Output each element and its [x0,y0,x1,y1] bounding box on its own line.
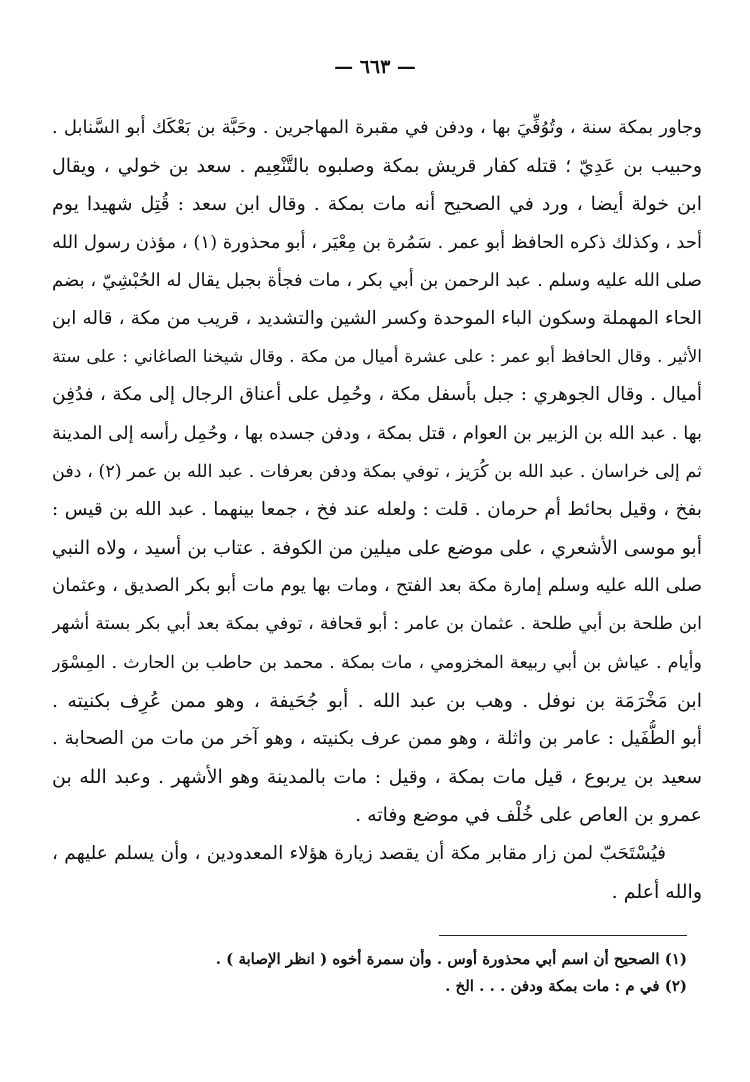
main-text [52,109,702,911]
text-line: أحد ، وكذلك ذكره الحافظ أبو عمر . سَمُرة بن مِعْيَر ، أبو محذورة (١) ، مؤذن رسول الله [52,231,702,253]
footnote-1: (١) الصحيح أن اسم أبي محذورة أوس . وأن سمرة أخوه ( انظر الإصابة ) . [215,950,687,968]
text-line: بفخ ، وقيل بحائط أم حرمان . قلت : ولعله عند فخ ، جمعا بينهما . عبد الله بن قيس : [52,498,702,520]
text-line: الحاء المهملة وسكون الباء الموحدة وكسر الشين والتشديد ، قريب من مكة ، قاله ابن [52,307,702,329]
text-line: وجاور بمكة سنة ، وتُوُفِّيَ بها ، ودفن في مقبرة المهاجرين . وحَبَّة بن بَعْكَك أبو السَّنابل . [52,117,702,138]
text-line: ابن مَخْرَمَة بن نوفل . وهب بن عبد الله . أبو جُحَيفة ، وهو ممن عُرِف بكنيته . [52,689,702,712]
page-number: — ٦٦٣ — [334,56,416,78]
text-line: أبو موسى الأشعري ، على موضع على ميلين من الكوفة . عتاب بن أسيد ، ولاه النبي [52,537,702,560]
text-line: ابن طلحة بن أبي طلحة . عثمان بن عامر : أبو قحافة ، توفي بمكة بعد أبي بكر بستة أشهر [52,614,702,635]
text-line: أبو الطُّفَيل : عامر بن واثلة ، وهو ممن عرف بكنيته ، وهو آخر من مات من الصحابة . [52,728,702,749]
text-line: أميال . وقال الجوهري : جبل بأسفل مكة ، وحُمِل على أعناق الرجال إلى مكة ، فدُفِن [52,384,702,406]
footnote-divider [439,935,687,936]
text-line: ثم إلى خراسان . عبد الله بن كُرَيز ، توفي بمكة ودفن بعرفات . عبد الله بن عمر (٢) ، دفن [52,461,702,482]
text-line: وحبيب بن عَدِيّ ؛ قتله كفار قريش بمكة وصلبوه بالتَّنْعِيم . سعد بن خولي ، ويقال [52,155,702,178]
text-line: وأيام . عياش بن أبي ربيعة المخزومي ، مات بمكة . محمد بن حاطب بن الحارث . المِسْوَر [52,652,702,673]
text-line: صلى الله عليه وسلم . عبد الرحمن بن أبي بكر ، مات فجأة بجبل يقال له الحُبْشِيّ ، بضم [52,269,702,291]
text-line: صلى الله عليه وسلم إمارة مكة بعد الفتح ، ومات بها يوم مات أبو بكر الصديق ، وعثمان [52,575,702,597]
footnote-2: (٢) في م : مات بمكة ودفن . . . الخ . [445,977,687,995]
text-line: سعيد بن يربوع ، قيل مات بمكة ، وقيل : مات بالمدينة وهو الأشهر . وعبد الله بن [52,766,702,789]
text-line: والله أعلم . [611,880,702,903]
footnotes [67,946,687,1000]
text-line: فيُسْتَحَبّ لمن زار مقابر مكة أن يقصد زيارة هؤلاء المعدودين ، وأن يسلم عليهم ، [52,842,666,864]
text-line: الأثير . وقال الحافظ أبو عمر : على عشرة أميال من مكة . وقال شيخنا الصاغاني : على ستة [52,347,702,368]
text-line: ابن خولة أيضا ، ورد في الصحيح أنه مات بمكة . وقال ابن سعد : قُتِل شهيدا يوم [52,193,702,216]
text-line: عمرو بن العاص على خُلْف في موضع وفاته . [355,804,702,827]
text-line: بها . عبد الله بن الزبير بن العوام ، قتل بمكة ، ودفن جسده بها ، وحُمِل رأسه إلى المدينة [52,422,702,444]
